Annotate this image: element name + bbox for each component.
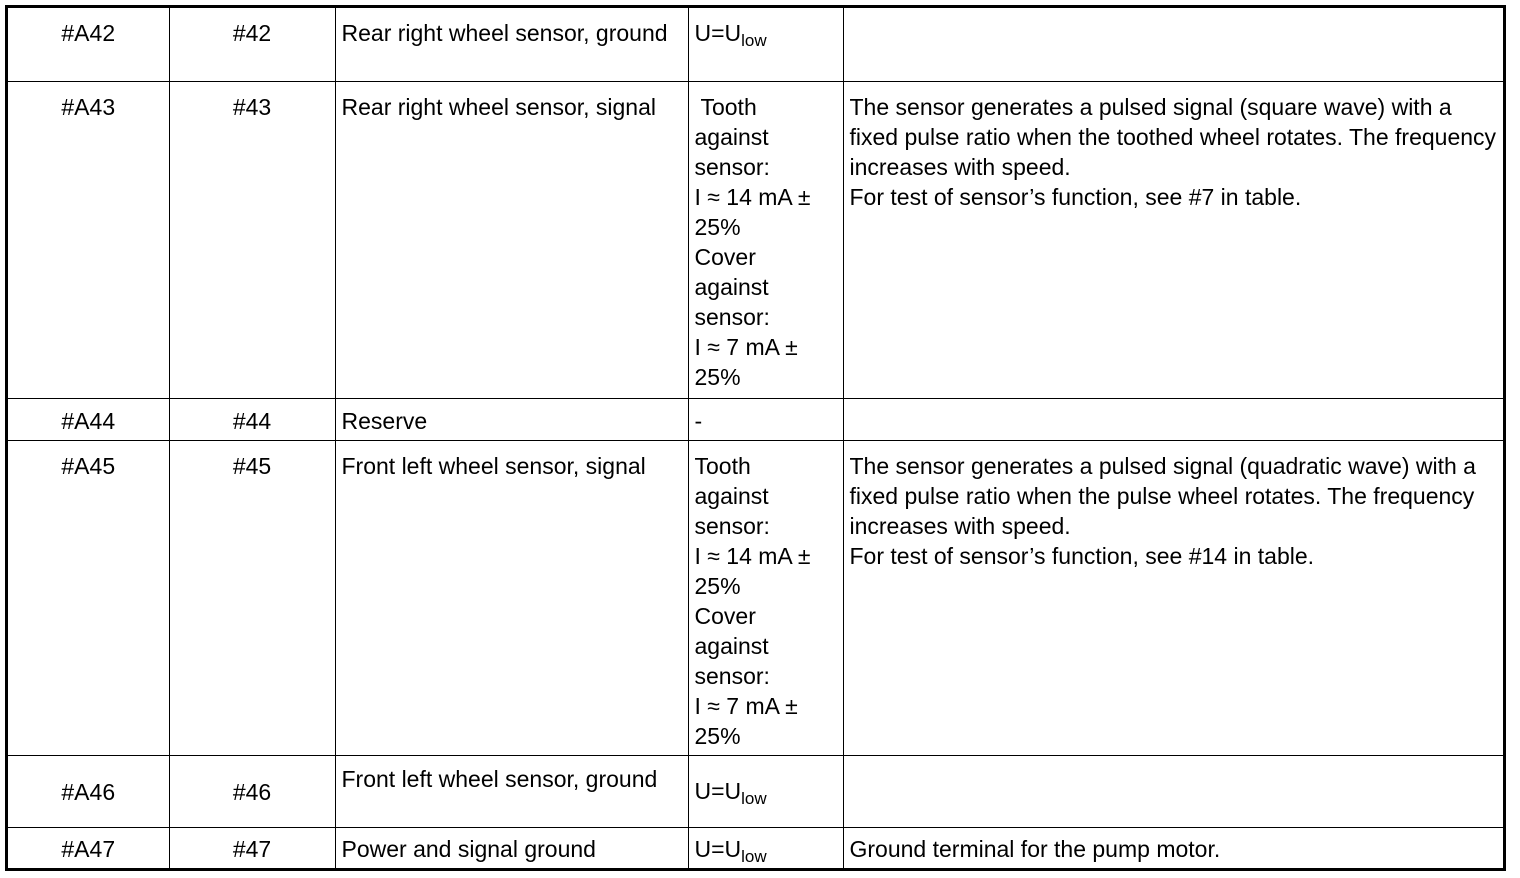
value-cell: Tooth against sensor: I ≈ 14 mA ± 25% Cover against sensor: I ≈ 7 mA ± 25% [688,81,843,398]
pin-cell: #A46 [8,755,169,827]
pin-cell: #A43 [8,81,169,398]
description-cell: Front left wheel sensor, signal [335,440,688,755]
pin-cell: #A45 [8,440,169,755]
number-cell: #46 [169,755,335,827]
notes-cell [843,755,1506,827]
description-cell: Rear right wheel sensor, ground [335,8,688,81]
number-cell: #43 [169,81,335,398]
description-cell: Rear right wheel sensor, signal [335,81,688,398]
notes-cell [843,398,1506,440]
notes-cell: The sensor generates a pulsed signal (quadratic wave) with a fixed pulse ratio when the pulse wheel rotates. The frequency increases with speed. For test of sensor’s function, see #14 in table. [843,440,1506,755]
number-cell: #42 [169,8,335,81]
number-cell: #47 [169,827,335,870]
table-row [8,440,1506,755]
table-frame [5,5,1506,871]
pin-cell: #A47 [8,827,169,870]
value-cell: $U=U_{low}$ [688,827,843,870]
value-cell: - [688,398,843,440]
description-cell: Reserve [335,398,688,440]
table-row [8,398,1506,440]
notes-cell: The sensor generates a pulsed signal (square wave) with a fixed pulse ratio when the toothed wheel rotates. The frequency increases with speed. For test of sensor’s function, see #7 in table. [843,81,1506,398]
pin-cell: #A42 [8,8,169,81]
pin-cell: #A44 [8,398,169,440]
table-row [8,755,1506,827]
number-cell: #45 [169,440,335,755]
table-row [8,81,1506,398]
description-cell: Power and signal ground [335,827,688,870]
description-cell: Front left wheel sensor, ground [335,755,688,827]
number-cell: #44 [169,398,335,440]
value-cell: $U=U_{low}$ [688,755,843,827]
value-cell: $U=U_{low}$ [688,8,843,81]
notes-cell: Ground terminal for the pump motor. [843,827,1506,870]
table-row [8,8,1506,81]
notes-cell [843,8,1506,81]
value-cell: Tooth against sensor: I ≈ 14 mA ± 25% Cover against sensor: I ≈ 7 mA ± 25% [688,440,843,755]
table-row [8,827,1506,870]
pin-table [8,8,1506,870]
